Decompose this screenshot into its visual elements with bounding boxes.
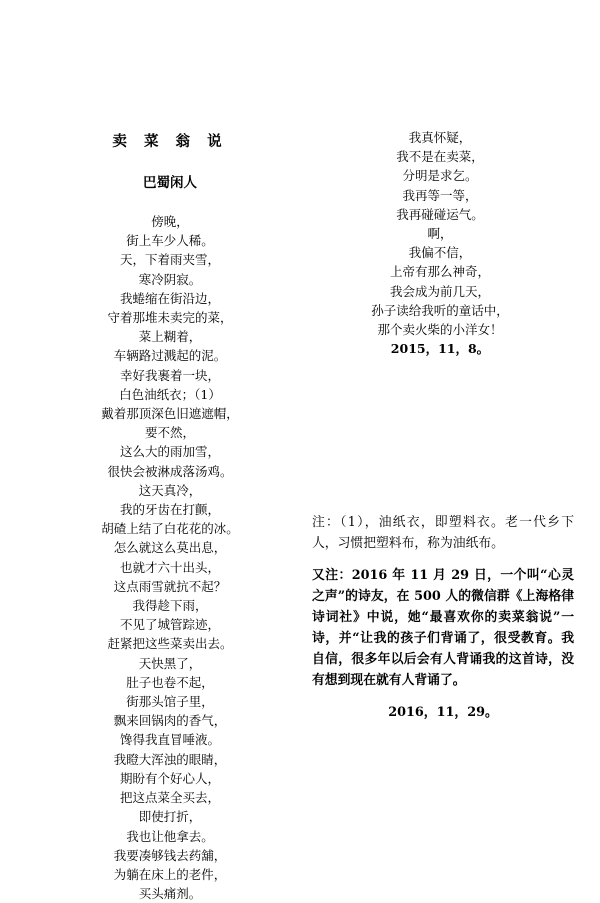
author-name: 巴蜀闲人 xyxy=(143,175,197,191)
poem-line: 街上车少人稀。 xyxy=(126,233,214,249)
poem-line: 我再碰碰运气。 xyxy=(396,206,484,222)
note-2: 又注：2016 年 11 月 29 日，一个叫“心灵之声”的诗友，在 500 人的微信群《上海格律诗词社》中说，她“最喜欢你的卖菜翁说”一诗，并“让我的孩子们背诵了，很受教育。我自信，很多年以后会有人背诵我的这首诗，没有想到现在就有人背诵了。 xyxy=(312,568,574,688)
note-1: 注：（1），油纸衣，即塑料衣。老一代乡下人，习惯把塑料布，称为油纸布。 xyxy=(312,515,574,551)
poem-line: 白色油纸衣；（1） xyxy=(119,386,221,402)
poem-line: 这么大的雨加雪， xyxy=(119,444,220,460)
poem-line: 菜上糊着， xyxy=(138,329,202,345)
poem-line: 孙子读给我听的童话中， xyxy=(371,302,509,318)
left-column xyxy=(40,128,300,903)
poem-line: 我得趁下雨， xyxy=(132,598,208,614)
poem-line: 肚子也卷不起， xyxy=(126,674,214,690)
poem-line: 幸好我裹着一块， xyxy=(119,367,220,383)
poem-line: 不见了城管踪迹， xyxy=(119,617,220,633)
poem-line: 这天真冷， xyxy=(138,482,202,498)
poem-line: 上帝有那么神奇， xyxy=(389,264,490,280)
poem-line: 要不然， xyxy=(144,425,195,441)
poem-line: 赶紧把这些菜卖出去。 xyxy=(107,636,233,652)
poem-line: 天，下着雨夹雪， xyxy=(119,252,220,268)
poem-line: 为躺在床上的老件， xyxy=(113,866,227,882)
poem-line: 傍晚， xyxy=(151,214,189,229)
poem-line: 我不是在卖菜， xyxy=(396,149,484,165)
poem-line: 车辆路过溅起的泥。 xyxy=(113,348,227,364)
poem-line: 我的牙齿在打颤， xyxy=(119,502,220,518)
poem-line: 我偏不信， xyxy=(408,245,472,261)
poem-line: 啊， xyxy=(427,226,453,242)
poem-line: 寒冷阴寂。 xyxy=(138,271,202,287)
notes-section xyxy=(312,512,574,723)
poem-line: 这点雨雪就抗不起？ xyxy=(113,578,227,594)
poem-line: 馋得我直冒唾液。 xyxy=(119,732,220,748)
right-column xyxy=(310,128,570,358)
poem-line: 我要凑够钱去药舖， xyxy=(113,847,227,863)
poem-line: 我真怀疑， xyxy=(408,130,472,145)
poem-line: 分明是求乞。 xyxy=(402,168,478,184)
poem-line: 怎么就这么莫出息， xyxy=(113,540,227,556)
poem-line: 很快会被淋成落汤鸡。 xyxy=(107,463,233,479)
poem-line: 即使打折， xyxy=(138,809,202,825)
poem-line: 胡碴上结了白花花的冰。 xyxy=(101,521,239,537)
poem-left-stanza xyxy=(40,212,300,903)
poem-date: 2015，11，8。 xyxy=(390,341,490,357)
poem-line: 飘来回锅肉的香气， xyxy=(113,713,227,729)
poem-line: 那个卖火柴的小洋女！ xyxy=(377,322,503,338)
notes-date: 2016，11，29。 xyxy=(388,705,498,720)
poem-line: 把这点菜全买去， xyxy=(119,790,220,806)
poem-line: 天快黑了， xyxy=(138,655,202,671)
poem-line: 我也让他拿去。 xyxy=(126,828,214,844)
poem-line: 守着那堆未卖完的菜， xyxy=(107,310,233,326)
poem-line: 买头痛剂。 xyxy=(138,886,202,902)
poem-line: 我瞪大浑浊的眼睛， xyxy=(113,751,227,767)
poem-line: 街那头馆子里， xyxy=(126,694,214,710)
poem-line: 期盼有个好心人， xyxy=(119,770,220,786)
poem-line: 戴着那顶深色旧遮遮帽， xyxy=(101,406,239,422)
poem-line: 也就才六十出头， xyxy=(119,559,220,575)
poem-line: 我再等一等， xyxy=(402,187,478,203)
page-title: 卖 菜 翁 说 xyxy=(112,133,228,150)
poem-line: 我会成为前几天， xyxy=(389,283,490,299)
poem-line: 我蜷缩在街沿边， xyxy=(119,290,220,306)
poem-right-stanza xyxy=(310,128,570,339)
